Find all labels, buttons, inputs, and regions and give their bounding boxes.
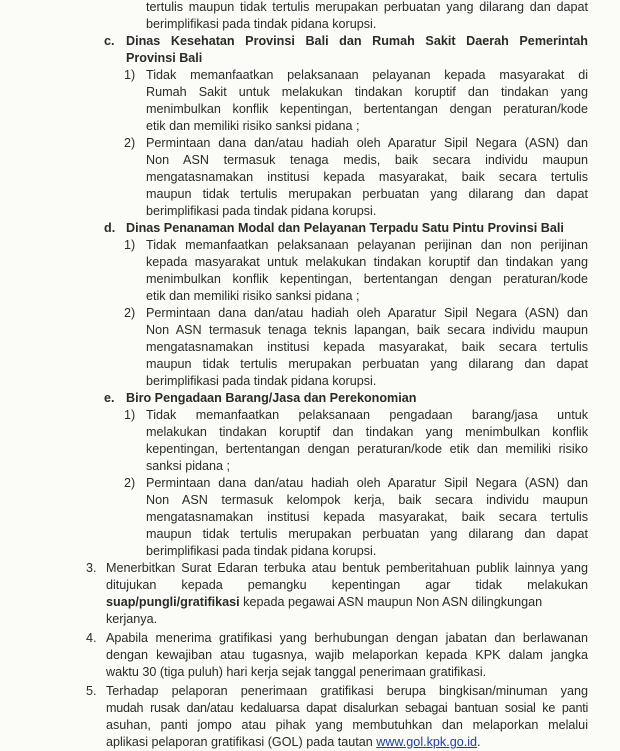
item-line: berimplifikasi pada tindak pidana korupsi. — [146, 544, 377, 558]
continuation-line: tertulis maupun tidak tertulis merupakan perbuatan yang dilarang dan dapat — [146, 0, 588, 14]
point-number: 4. — [86, 631, 97, 645]
section-title: Dinas Penanaman Modal dan Pelayanan Terpadu Satu Pintu Provinsi Bali — [126, 221, 564, 235]
point-line — [106, 735, 481, 751]
item-line: Tidak memanfaatkan pelaksanaan pengadaan barang/jasa untuk — [146, 408, 588, 422]
item-line: Permintaan dana dan/atau hadiah oleh Aparatur Sipil Negara (ASN) dan — [146, 306, 588, 320]
item-line: mengatasnamakan institusi kepada masyarakat, baik secara tertulis — [146, 340, 588, 354]
item-line: etik dan memiliki risiko sanksi pidana ; — [146, 289, 360, 303]
item-line: maupun tidak tertulis merupakan perbuatan yang dilarang dan dapat — [146, 187, 588, 201]
point-line: dengan kewajiban atau tugasnya, wajib melaporkan kepada KPK dalam jangka — [106, 648, 588, 662]
point-text: kepada pegawai ASN maupun Non ASN dilingkungan — [239, 595, 543, 609]
item-line: sanksi pidana ; — [146, 459, 231, 473]
item-line: menimbulkan konflik kepentingan, bertentangan dengan peraturan/kode — [146, 102, 588, 116]
point-text: . — [477, 735, 481, 749]
section-marker: d. — [104, 221, 116, 235]
section-title: Dinas Kesehatan Provinsi Bali dan Rumah Sakit Daerah Pemerintah — [126, 34, 588, 48]
item-line: Tidak memanfaatkan pelaksanaan pelayanan perijinan dan non perijinan — [146, 238, 588, 252]
point-text: aplikasi pelaporan gratifikasi (GOL) pada tautan — [106, 735, 377, 749]
section-title: Biro Pengadaan Barang/Jasa dan Perekonomian — [126, 391, 417, 405]
item-line: mengatasnamakan institusi kepada masyarakat, baik secara tertulis — [146, 510, 588, 524]
section-marker: c. — [104, 34, 115, 48]
item-number: 2) — [124, 306, 136, 320]
point-line: waktu 30 (tiga puluh) hari kerja sejak tanggal penerimaan gratifikasi. — [106, 665, 487, 679]
gol-kpk-link[interactable]: www.gol.kpk.go.id — [376, 735, 478, 749]
item-line: maupun tidak tertulis merupakan perbuatan yang dilarang dan dapat — [146, 527, 588, 541]
item-line: etik dan memiliki risiko sanksi pidana ; — [146, 119, 360, 133]
item-line: maupun tidak tertulis merupakan perbuatan yang dilarang dan dapat — [146, 357, 588, 371]
item-line: kepada masyarakat untuk melakukan tindakan koruptif dan tindakan yang — [146, 255, 588, 269]
item-number: 1) — [124, 408, 136, 422]
item-line: Permintaan dana dan/atau hadiah oleh Aparatur Sipil Negara (ASN) dan — [146, 476, 588, 490]
item-line: Non ASN termasuk kelompok kerja, baik secara individu maupun — [146, 493, 588, 507]
section-marker: e. — [104, 391, 115, 405]
item-line: menimbulkan konflik kepentingan, bertentangan dengan peraturan/kode — [146, 272, 588, 286]
item-number: 1) — [124, 238, 136, 252]
point-line: Terhadap pelaporan penerimaan gratifikasi berupa bingkisan/minuman yang — [106, 684, 588, 698]
item-line: Permintaan dana dan/atau hadiah oleh Aparatur Sipil Negara (ASN) dan — [146, 136, 588, 150]
item-line: Tidak memanfaatkan pelaksanaan pelayanan kepada masyarakat di — [146, 68, 588, 82]
point-line: Menerbitkan Surat Edaran terbuka atau bentuk pemberitahuan publik lainnya yang — [106, 561, 588, 575]
point-line: mudah rusak dan/atau kedaluarsa dapat disalurkan sebagai bantuan sosial ke panti — [106, 701, 588, 715]
item-line: berimplifikasi pada tindak pidana korupsi. — [146, 374, 377, 388]
point-number: 5. — [86, 684, 97, 698]
item-line: kepentingan, bertentangan dengan peraturan/kode etik dan memiliki risiko — [146, 442, 588, 456]
point-line: ditujukan kepada pemangku kepentingan agar tidak melakukan — [106, 578, 588, 592]
item-line: Non ASN termasuk tenaga teknis lapangan, baik secara individu maupun — [146, 323, 588, 337]
item-number: 2) — [124, 476, 136, 490]
item-line: Non ASN termasuk tenaga medis, baik secara individu maupun — [146, 153, 588, 167]
bold-term: suap/pungli/gratifikasi — [106, 595, 240, 609]
item-number: 1) — [124, 68, 136, 82]
point-number: 3. — [86, 561, 97, 575]
point-line: kerjanya. — [106, 612, 158, 626]
continuation-line: berimplifikasi pada tindak pidana korupsi. — [146, 17, 377, 31]
item-line: Rumah Sakit untuk melakukan tindakan koruptif dan tindakan yang — [146, 85, 588, 99]
section-title: Provinsi Bali — [126, 51, 203, 65]
item-number: 2) — [124, 136, 136, 150]
item-line: mengatasnamakan institusi kepada masyarakat, baik secara tertulis — [146, 170, 588, 184]
item-line: melakukan tindakan koruptif dan tindakan yang menimbulkan konflik — [146, 425, 588, 439]
point-line — [106, 595, 542, 611]
item-line: berimplifikasi pada tindak pidana korupsi. — [146, 204, 377, 218]
point-line: Apabila menerima gratifikasi yang berhubungan dengan jabatan dan berlawanan — [106, 631, 588, 645]
point-line: asuhan, panti jompo atau pihak yang membutuhkan dan melaporkan melalui — [106, 718, 588, 732]
